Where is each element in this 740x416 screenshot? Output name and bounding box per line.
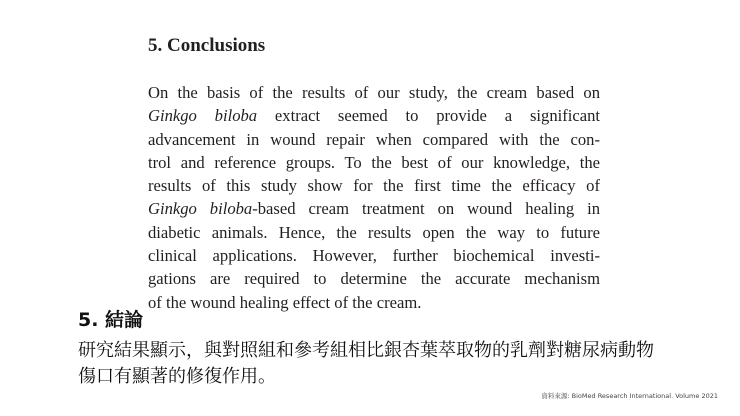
- conclusion-paragraph: [148, 81, 600, 314]
- paragraph-line: advancement in wound repair when compared with the con-: [148, 129, 600, 149]
- paragraph-line: On the basis of the results of our study, the cream based on: [148, 83, 600, 102]
- paragraph-line: results of this study show for the first time the efficacy of: [148, 176, 600, 196]
- summary-line: 傷口有顯著的修復作用。: [78, 366, 276, 387]
- paper-excerpt: [148, 34, 600, 314]
- paragraph-line: gations are required to determine the accurate mechanism: [148, 269, 600, 289]
- paragraph-line: Ginkgo biloba extract seemed to provide a significant: [148, 106, 600, 126]
- paragraph-line: Ginkgo biloba-based cream treatment on wound healing in: [148, 199, 600, 219]
- summary-heading: 5. 結論: [78, 309, 144, 331]
- species-name: Ginkgo biloba: [148, 106, 258, 126]
- paragraph-line: trol and reference groups. To the best of our knowledge, the: [148, 152, 600, 172]
- species-name: Ginkgo biloba: [148, 199, 253, 219]
- paragraph-line: diabetic animals. Hence, the results open the way to future: [148, 222, 600, 242]
- paragraph-line: of the wound healing effect of the cream.: [148, 292, 422, 312]
- paragraph-line: clinical applications. However, further biochemical investi-: [148, 246, 600, 266]
- summary-line: 研究結果顯示，與對照組和參考組相比銀杏葉萃取物的乳劑對糖尿病動物: [78, 340, 654, 361]
- chinese-summary: [78, 308, 654, 390]
- source-citation: 資料來源: BioMed Research International. Volume 2021: [541, 392, 718, 400]
- section-heading: 5. Conclusions: [148, 35, 266, 56]
